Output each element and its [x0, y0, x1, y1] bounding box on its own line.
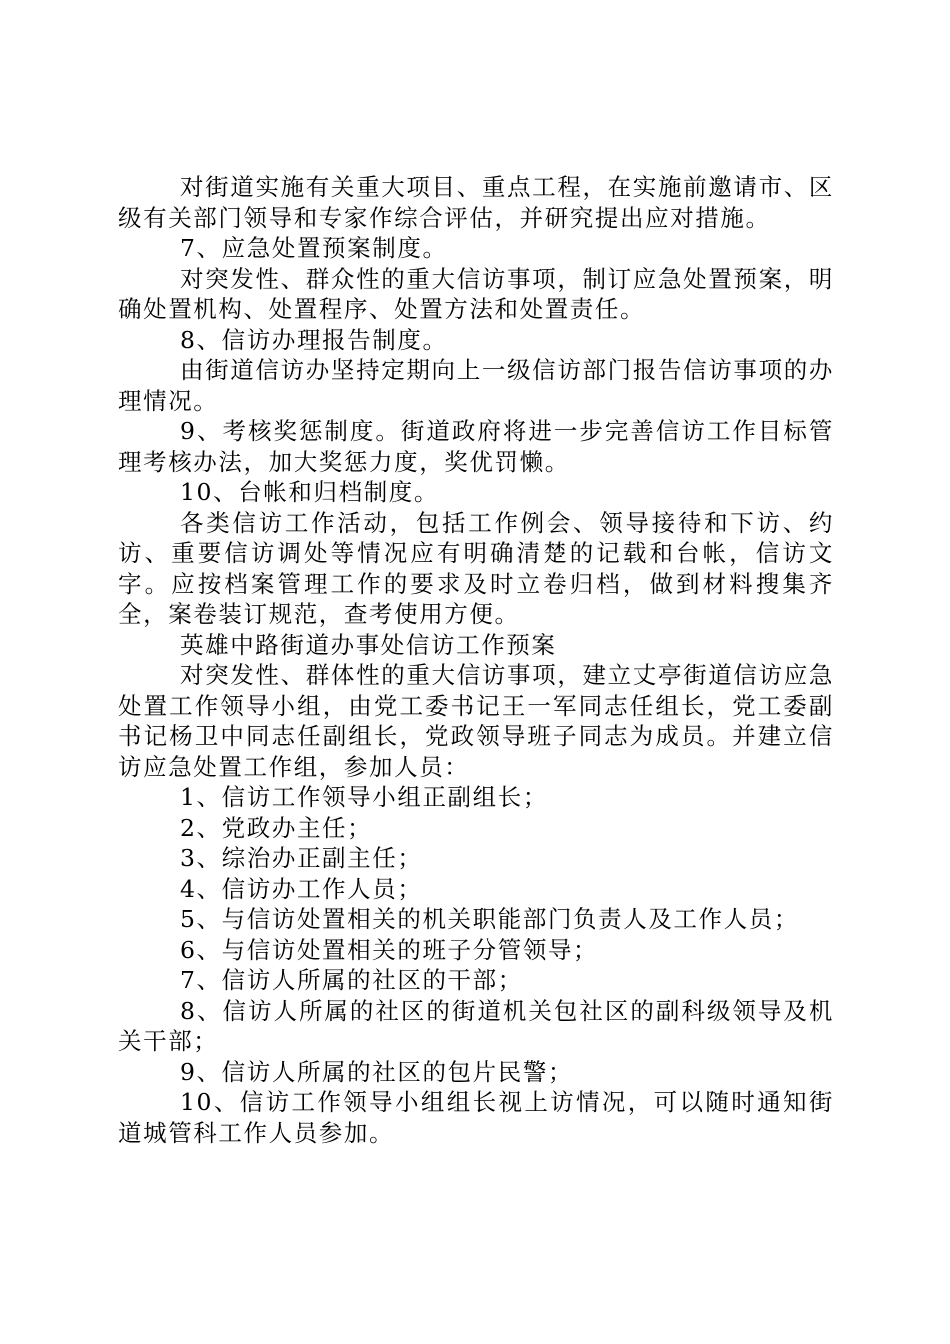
list-item: 7、信访人所属的社区的干部； [180, 966, 523, 994]
list-item: 9、信访人所属的社区的包片民警； [180, 1057, 574, 1086]
list-item: 6、与信访处置相关的班子分管领导； [180, 935, 599, 964]
paragraph: 对街道实施有关重大项目、重点工程，在实施前邀请市、区级有关部门领导和专家作综合评估，并研究提出应对措施。 [118, 173, 834, 232]
paragraph: 各类信访工作活动，包括工作例会、领导接待和下访、约访、重要信访调处等情况应有明确清楚的记载和台帐，信访文字。应按档案管理工作的要求及时立卷归档，做到材料搜集齐全，案卷装订规范，查考使用方便。 [118, 508, 834, 628]
paragraph: 由街道信访办坚持定期向上一级信访部门报告信访事项的办理情况。 [118, 356, 834, 415]
paragraph: 7、应急处置预案制度。 [180, 234, 448, 262]
list-item: 4、信访办工作人员； [180, 874, 423, 903]
list-item: 5、与信访处置相关的机关职能部门负责人及工作人员； [180, 905, 799, 933]
paragraph: 10、台帐和归档制度。 [180, 478, 440, 506]
list-item: 2、党政办主任； [180, 813, 373, 842]
list-item: 3、综治办正副主任； [180, 844, 423, 872]
paragraph: 9、考核奖惩制度。街道政府将进一步完善信访工作目标管理考核办法，加大奖惩力度，奖优罚懒。 [118, 417, 834, 476]
document-body [118, 172, 834, 1148]
list-item: 8、信访人所属的社区的街道机关包社区的副科级领导及机关干部； [118, 996, 834, 1055]
paragraph: 对突发性、群体性的重大信访事项，建立丈亭街道信访应急处置工作领导小组，由党工委书记王一军同志任组长，党工委副书记杨卫中同志任副组长，党政领导班子同志为成员。并建立信访应急处置工作组，参加人员： [118, 661, 834, 781]
paragraph: 对突发性、群众性的重大信访事项，制订应急处置预案，明确处置机构、处置程序、处置方法和处置责任。 [118, 264, 834, 323]
list-item: 10、信访工作领导小组组长视上访情况，可以随时通知街道城管科工作人员参加。 [118, 1088, 834, 1147]
section-heading: 英雄中路街道办事处信访工作预案 [180, 630, 557, 659]
list-item: 1、信访工作领导小组正副组长； [180, 783, 548, 811]
paragraph: 8、信访办理报告制度。 [180, 325, 448, 354]
